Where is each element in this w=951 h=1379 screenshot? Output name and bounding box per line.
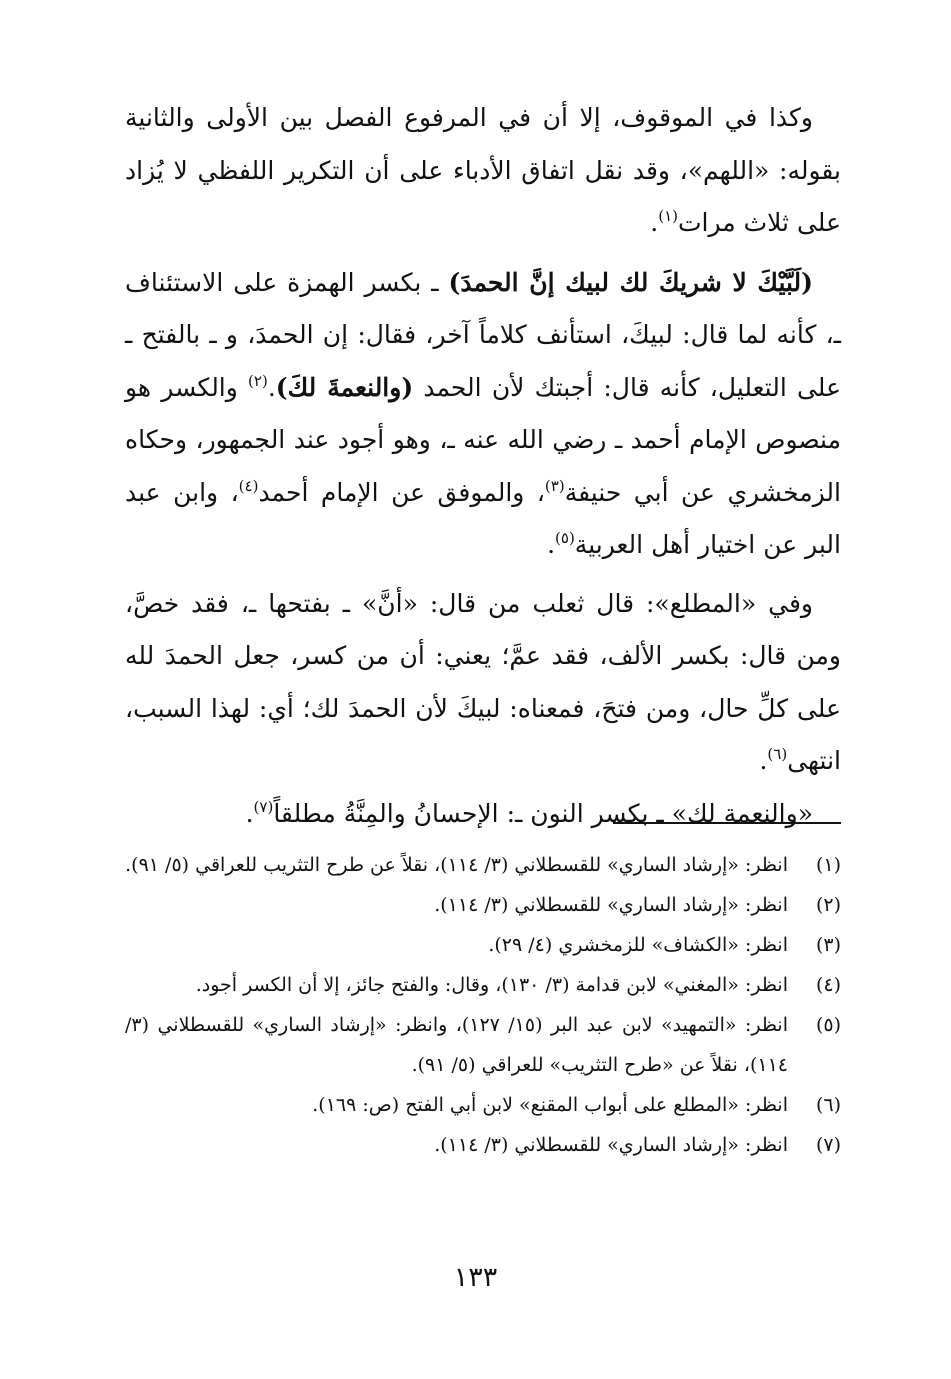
footnote-4: [125, 965, 841, 1005]
footnote-1: [125, 845, 841, 885]
hadith-phrase-bold-2: (والنعمةَ لكَ): [275, 372, 414, 402]
footnote-number: (٧): [815, 1134, 841, 1156]
footnote-5: [125, 1005, 841, 1085]
footnote-separator: [613, 822, 841, 824]
footnote-6: [125, 1085, 841, 1125]
footnote-number: (٣): [815, 934, 841, 956]
footnote-ref-4[interactable]: (٤): [238, 476, 259, 495]
paragraph-2-text-b: والكسر هو منصوص الإمام أحمد ـ رضي الله عنه ـ، وهو أجود عند الجمهور، وحكاه الزمخشري عن أبي حنيفة: [125, 372, 841, 507]
paragraph-2-text-c: ، والموفق عن الإمام أحمد: [258, 477, 545, 507]
footnote-ref-6[interactable]: (٦): [767, 745, 788, 763]
hadith-phrase-bold: (لَبَّيْكَ لا شريكَ لك لبيك إنَّ الحمدَ): [448, 267, 813, 297]
paragraph-2-end: .: [547, 530, 556, 559]
footnote-ref-5[interactable]: (٥): [555, 529, 575, 547]
footnote-number: (٢): [815, 894, 841, 916]
paragraph-2-text-a: ـ بكسر الهمزة على الاستئناف ـ، كأنه لما قال: لبيكَ، استأنف كلاماً آخر، فقال: إن الحمدَ، و ـ بالفتح ـ على التعليل، كأنه قال: أجبتك لأن الحمد: [125, 267, 841, 402]
footnote-2: [125, 885, 841, 925]
paragraph-4: [125, 788, 841, 841]
paragraph-3-end: .: [759, 746, 768, 775]
footnote-ref-3[interactable]: (٣): [544, 476, 565, 495]
footnote-ref-2[interactable]: (٢): [248, 371, 268, 390]
footnote-text: انظر: «إرشاد الساري» للقسطلاني (٣/ ١١٤)، نقلاً عن طرح التثريب للعراقي (٥/ ٩١).: [125, 854, 788, 876]
paragraph-1: [125, 92, 841, 250]
paragraph-1-end: .: [650, 208, 659, 237]
footnote-ref-7[interactable]: (٧): [253, 797, 274, 816]
footnote-text: انظر: «المطلع على أبواب المقنع» لابن أبي الفتح (ص: ١٦٩).: [312, 1094, 788, 1116]
paragraph-2-comma: .: [267, 372, 276, 402]
paragraph-1-text: وكذا في الموقوف، إلا أن في المرفوع الفصل بين الأولى والثانية بقوله: «اللهم»، وقد نقل اتفاق الأدباء على أن التكرير اللفظي لا يُزاد على ثلاث مرات: [125, 103, 841, 237]
page-number: ١٣٣: [453, 1262, 498, 1293]
paragraph-4-text: «والنعمة لك» ـ بكسر النون ـ: الإحسانُ والمِنَّةُ مطلقاً: [273, 798, 813, 828]
footnote-text: انظر: «الكشاف» للزمخشري (٤/ ٢٩).: [488, 934, 788, 956]
main-text: [125, 92, 841, 840]
footnote-number: (٥): [815, 1014, 841, 1036]
footnote-text: انظر: «المغني» لابن قدامة (٣/ ١٣٠)، وقال: والفتح جائز، إلا أن الكسر أجود.: [195, 974, 788, 996]
footnote-ref-1[interactable]: (١): [658, 207, 678, 225]
footnote-text: انظر: «التمهيد» لابن عبد البر (١٥/ ١٢٧)، وانظر: «إرشاد الساري» للقسطلاني (٣/ ١١٤)، نقلاً عن «طرح التثريب» للعراقي (٥/ ٩١).: [125, 1014, 788, 1076]
footnote-3: [125, 925, 841, 965]
footnote-text: انظر: «إرشاد الساري» للقسطلاني (٣/ ١١٤).: [434, 894, 788, 916]
footnotes: [125, 845, 841, 1165]
paragraph-3: [125, 578, 841, 788]
footnote-number: (٦): [815, 1094, 841, 1116]
paragraph-3-text: وفي «المطلع»: قال ثعلب من قال: «أنَّ» ـ بفتحها ـ، فقد خصَّ، ومن قال: بكسر الألف، فقد عمَّ؛ يعني: أن من كسر، جعل الحمدَ لله على كلِّ حال، ومن فتحَ، فمعناه: لبيكَ لأن الحمدَ لك؛ أي: لهذا السبب، انتهى: [125, 588, 841, 775]
footnote-7: [125, 1125, 841, 1165]
footnote-text: انظر: «إرشاد الساري» للقسطلاني (٣/ ١١٤).: [434, 1134, 788, 1156]
paragraph-2-text-d: ، وابن عبد البر عن اختيار أهل العربية: [125, 477, 841, 559]
footnote-number: (١): [815, 854, 841, 876]
paragraph-2: [125, 257, 841, 572]
paragraph-4-end: .: [245, 798, 254, 828]
footnote-number: (٤): [815, 974, 841, 996]
